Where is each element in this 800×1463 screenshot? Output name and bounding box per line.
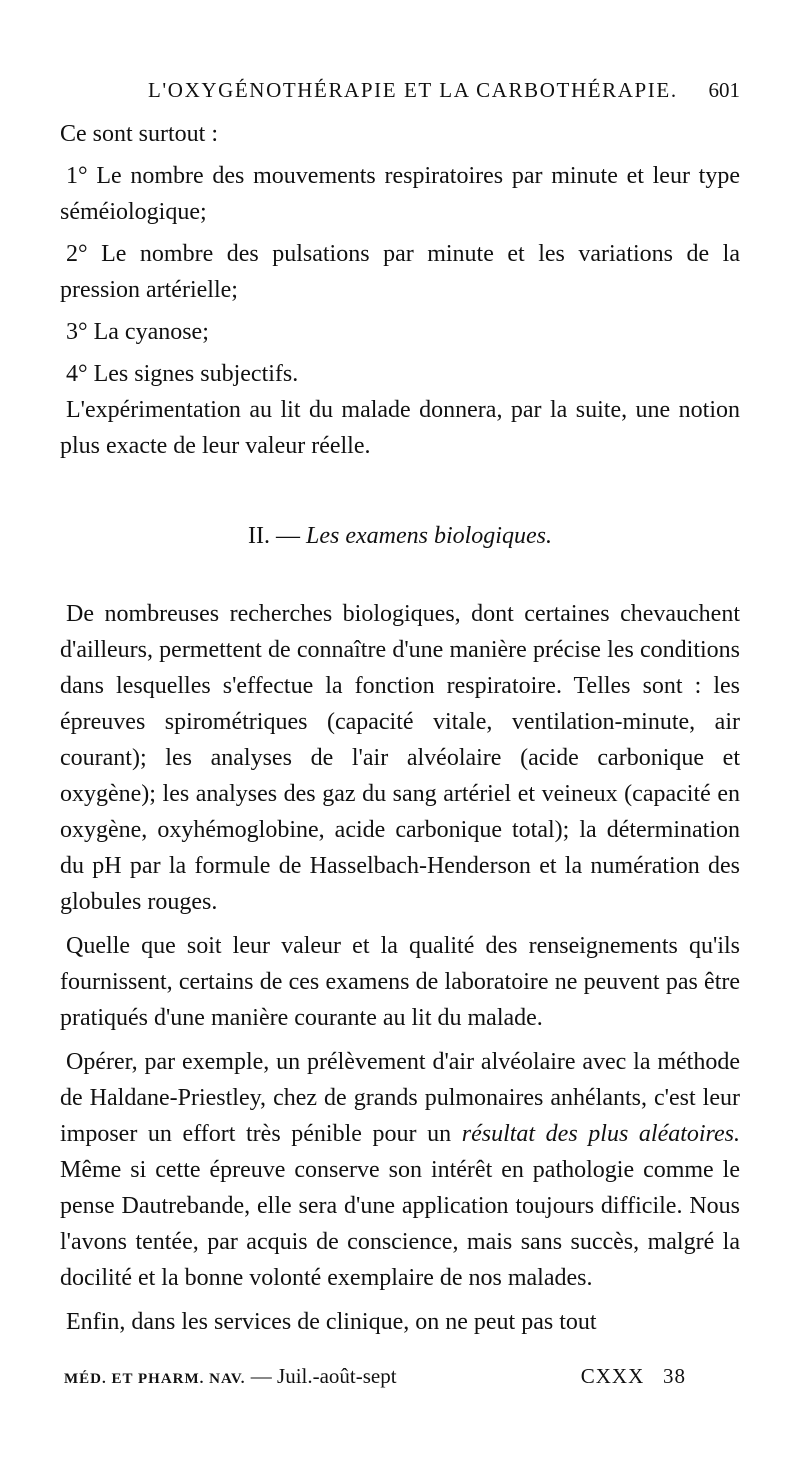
page-body	[60, 116, 740, 1340]
section-number: II.	[248, 523, 270, 549]
paragraph-valeur: Quelle que soit leur valeur et la qualité des renseignements qu'ils fournissent, certains de ces examens de laboratoire ne peuvent pas être pratiqués d'une manière courante au lit du malade.	[60, 933, 740, 1031]
running-header	[60, 78, 740, 110]
section-dash: —	[276, 523, 300, 549]
running-title: L'OXYGÉNOTHÉRAPIE ET LA CARBOTHÉRAPIE.	[148, 78, 678, 102]
paragraph-haldane-end: Même si cette épreuve conserve son intérêt en pathologie comme le pense Dautrebande, elle sera d'une application toujours difficile. Nous l'avons tentée, par acquis de conscience, mais sans succès, malgré la docilité et la bonne volonté exemplaire de nos malades.	[60, 1157, 740, 1291]
paragraph-haldane	[60, 1044, 740, 1296]
paragraph-enfin: Enfin, dans les services de clinique, on ne peut pas tout	[66, 1309, 597, 1335]
closing-paragraph: L'expérimentation au lit du malade donnera, par la suite, une notion plus exacte de leur valeur réelle.	[60, 397, 740, 459]
page-number: 601	[708, 78, 740, 102]
list-item-1: 1° Le nombre des mouvements respiratoires par minute et leur type séméiologique;	[60, 163, 740, 225]
footer-dash: —	[250, 1364, 272, 1388]
intro-line: Ce sont surtout :	[60, 121, 219, 147]
paragraph-haldane-italic: résultat des plus aléatoires.	[461, 1121, 740, 1147]
footer-journal: MÉD. ET PHARM. NAV.	[64, 1371, 246, 1387]
list-item-3: 3° La cyanose;	[66, 319, 209, 345]
footer-issue: Juil.-août-sept	[277, 1364, 397, 1388]
paragraph-recherches: De nombreuses recherches biologiques, dont certaines chevauchent d'ailleurs, permettent de connaître d'une manière précise les conditions dans lesquelles s'effectue la fonction respiratoire. Telles sont : les épreuves spirométriques (capacité vitale, ventilation-minute, air courant); les analyses de l'air alvéolaire (acide carbonique et oxygène); les analyses des gaz du sang artériel et veineux (capacité en oxygène, oxyhémoglobine, acide carbonique total); la détermination du pH par la formule de Hasselbach-Henderson et la numération des globules rouges.	[60, 601, 740, 915]
page-footer	[64, 1364, 686, 1394]
footer-volume-line	[581, 1364, 686, 1389]
section-title: Les examens biologiques.	[306, 523, 552, 549]
footer-volume: CXXX	[580, 1364, 645, 1388]
list-item-2: 2° Le nombre des pulsations par minute et les variations de la pression artérielle;	[60, 241, 740, 303]
list-item-4: 4° Les signes subjectifs.	[66, 361, 299, 387]
section-heading	[60, 518, 740, 554]
footer-journal-line	[64, 1364, 397, 1389]
footer-signature: 38	[663, 1364, 686, 1388]
paragraph-haldane-start: Opérer, par exemple, un prélèvement d'air alvéolaire avec la méthode de Haldane-Priestley, chez de grands pulmonaires anhélants, c'est leur imposer un effort très pénible pour un	[60, 1049, 740, 1147]
